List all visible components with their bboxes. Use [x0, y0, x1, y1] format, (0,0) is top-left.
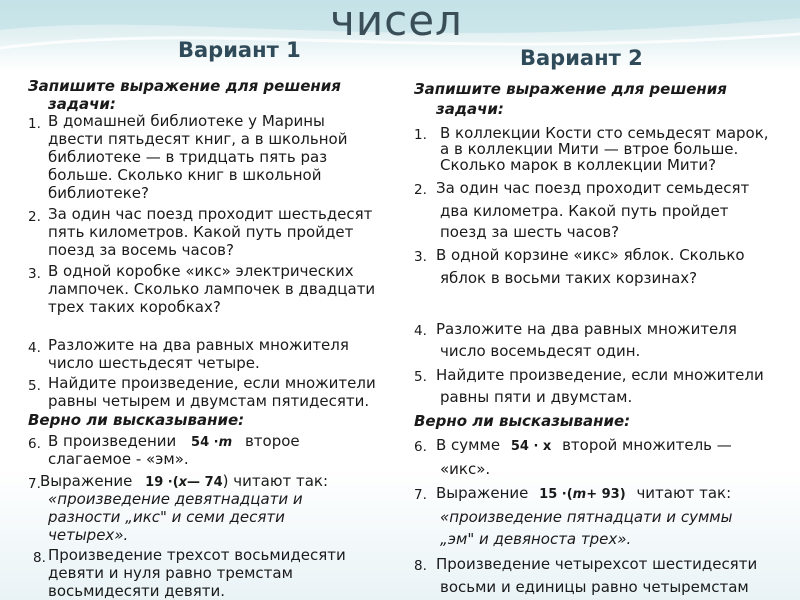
v1-q1-line-3: библиотеке — в тридцать пять раз — [48, 148, 328, 166]
v1-q8-line-1: Произведение трехсот восьмидесяти — [48, 546, 346, 564]
v1-q5-line-2: равны четырем и двумстам пятидесяти. — [48, 392, 370, 410]
v2-intro-line-2: задачи: — [436, 100, 504, 118]
v1-q6-expr-number: 54 · — [191, 435, 219, 450]
v1-q7-text-b: ) читают так: — [222, 472, 329, 490]
v2-q5-number: 5. — [414, 369, 427, 385]
v1-q6-expr-var: m — [218, 435, 233, 450]
v2-intro-line-1: Запишите выражение для решения — [414, 80, 727, 98]
variant-2-heading: Вариант 2 — [520, 46, 643, 70]
variant-1-heading: Вариант 1 — [178, 38, 301, 62]
v2-q1-line-1: В коллекции Кости сто семьдесят марок, — [440, 124, 769, 142]
v1-q5-line-1: Найдите произведение, если множители — [48, 374, 376, 392]
v1-q7-line-2: «произведение девятнадцати и — [48, 490, 303, 508]
v2-q6-text-b: второй множитель — — [562, 436, 732, 454]
v1-q6-line-1 — [48, 432, 300, 452]
v1-q7-expression — [145, 475, 223, 490]
v2-q7-expr-start: 15 ·( — [539, 487, 573, 502]
v2-q1-line-3: Сколько марок в коллекции Мити? — [440, 156, 717, 174]
v1-q1-line-1: В домашней библиотеке у Марины — [48, 112, 325, 130]
v1-q3-number: 3. — [28, 266, 41, 282]
v1-q5-number: 5. — [28, 378, 41, 394]
v2-q7-expr-var: m — [572, 487, 587, 502]
v2-q2-line-1: За один час поезд проходит семьдесят — [436, 179, 750, 197]
v2-q7-line-3: „эм" и девяноста трех». — [440, 530, 632, 548]
v1-q3-line-1: В одной коробке «икс» электрических — [48, 262, 354, 280]
v1-intro-line-1: Запишите выражение для решения — [28, 77, 341, 95]
v1-q7-expr-var: x — [178, 475, 188, 490]
v1-q6-number: 6. — [28, 436, 41, 452]
v2-q7-number: 7. — [414, 487, 427, 503]
v2-q6-line-1 — [436, 436, 732, 456]
v1-q2-line-2: пять километров. Какой путь пройдет — [48, 223, 354, 241]
v1-q1-number: 1. — [28, 116, 41, 132]
v2-q2-line-3: поезд за шесть часов? — [440, 223, 620, 241]
v1-q2-number: 2. — [28, 209, 41, 225]
v1-q4-line-1: Разложите на два равных множителя — [48, 336, 349, 354]
v2-q4-line-1: Разложите на два равных множителя — [436, 320, 737, 338]
v2-q3-line-1: В одной корзине «икс» яблок. Сколько — [436, 246, 745, 264]
v1-q1-line-5: библиотеке? — [48, 184, 149, 202]
v1-q6-text-b: второе — [244, 432, 300, 450]
v2-q1-line-2: а в коллекции Мити — втрое больше. — [440, 140, 739, 158]
v2-q7-text-b: читают так: — [636, 484, 732, 502]
v1-q6-expression — [191, 435, 232, 450]
v2-true-false-heading: Верно ли высказывание: — [414, 412, 631, 430]
v1-q7-expr-start: 19 ·( — [145, 475, 179, 490]
v2-q7-expr-end: + 93) — [586, 487, 626, 502]
v2-q7-expression — [539, 487, 626, 502]
v1-q3-line-2: лампочек. Сколько лампочек в двадцати — [48, 280, 376, 298]
v1-q7-line-3: разности „икс" и семи десяти — [48, 508, 285, 526]
v2-q6-text-a: В сумме — [436, 436, 501, 454]
v1-q1-line-2: двести пятьдесят книг, а в школьной — [48, 130, 348, 148]
v1-q6-line-2: слагаемое - «эм». — [48, 450, 189, 468]
v2-q4-number: 4. — [414, 323, 427, 339]
v1-true-false-heading: Верно ли высказывание: — [28, 411, 245, 429]
v1-q2-line-3: поезд за восемь часов? — [48, 241, 234, 259]
v2-q7-line-1 — [436, 484, 731, 504]
v2-q7-text-a: Выражение — [436, 484, 529, 502]
slide-title-fragment: чисел — [330, 0, 463, 45]
v1-q7-text-a: Выражение — [40, 472, 133, 490]
v1-q8-line-2: девяти и нуля равно тремстам — [48, 564, 293, 582]
v2-q8-line-1: Произведение четырехсот шестидесяти — [436, 555, 758, 573]
v2-q3-line-2: яблок в восьми таких корзинах? — [440, 269, 698, 287]
v2-q4-line-2: число восемьдесят один. — [440, 342, 641, 360]
v1-intro-line-2: задачи: — [48, 95, 116, 113]
v2-q3-number: 3. — [414, 249, 427, 265]
v2-q6-line-2: «икс». — [440, 460, 491, 478]
v1-q7-line-1 — [40, 472, 328, 492]
v1-q1-line-4: больше. Сколько книг в школьной — [48, 166, 322, 184]
v2-q6-expression: 54 · x — [510, 439, 552, 454]
v2-q5-line-2: равны пяти и двумстам. — [440, 388, 633, 406]
v2-q6-number: 6. — [414, 439, 427, 455]
v1-q7-number: 7. — [28, 476, 41, 492]
v1-q6-text-a: В произведении — [48, 432, 177, 450]
v2-q5-line-1: Найдите произведение, если множители — [436, 366, 764, 384]
v1-q2-line-1: За один час поезд проходит шестьдесят — [48, 205, 373, 223]
v2-q7-line-2: «произведение пятнадцати и суммы — [440, 508, 733, 526]
v1-q7-line-4: четырех». — [48, 526, 129, 544]
v1-q8-line-3: восьмидесяти девяти. — [48, 582, 226, 600]
v2-q8-line-2: восьми и единицы равно четыремстам — [440, 578, 749, 596]
v1-q4-number: 4. — [28, 340, 41, 356]
v2-q8-number: 8. — [414, 558, 427, 574]
v2-q2-line-2: два километра. Какой путь пройдет — [440, 202, 729, 220]
v1-q3-line-3: трех таких коробках? — [48, 298, 221, 316]
v2-q2-number: 2. — [414, 182, 427, 198]
v1-q8-number: 8. — [33, 550, 46, 566]
v2-q1-number: 1. — [414, 127, 427, 143]
v1-q7-expr-end: — 74 — [187, 475, 223, 490]
v1-q4-line-2: число шестьдесят четыре. — [48, 354, 260, 372]
